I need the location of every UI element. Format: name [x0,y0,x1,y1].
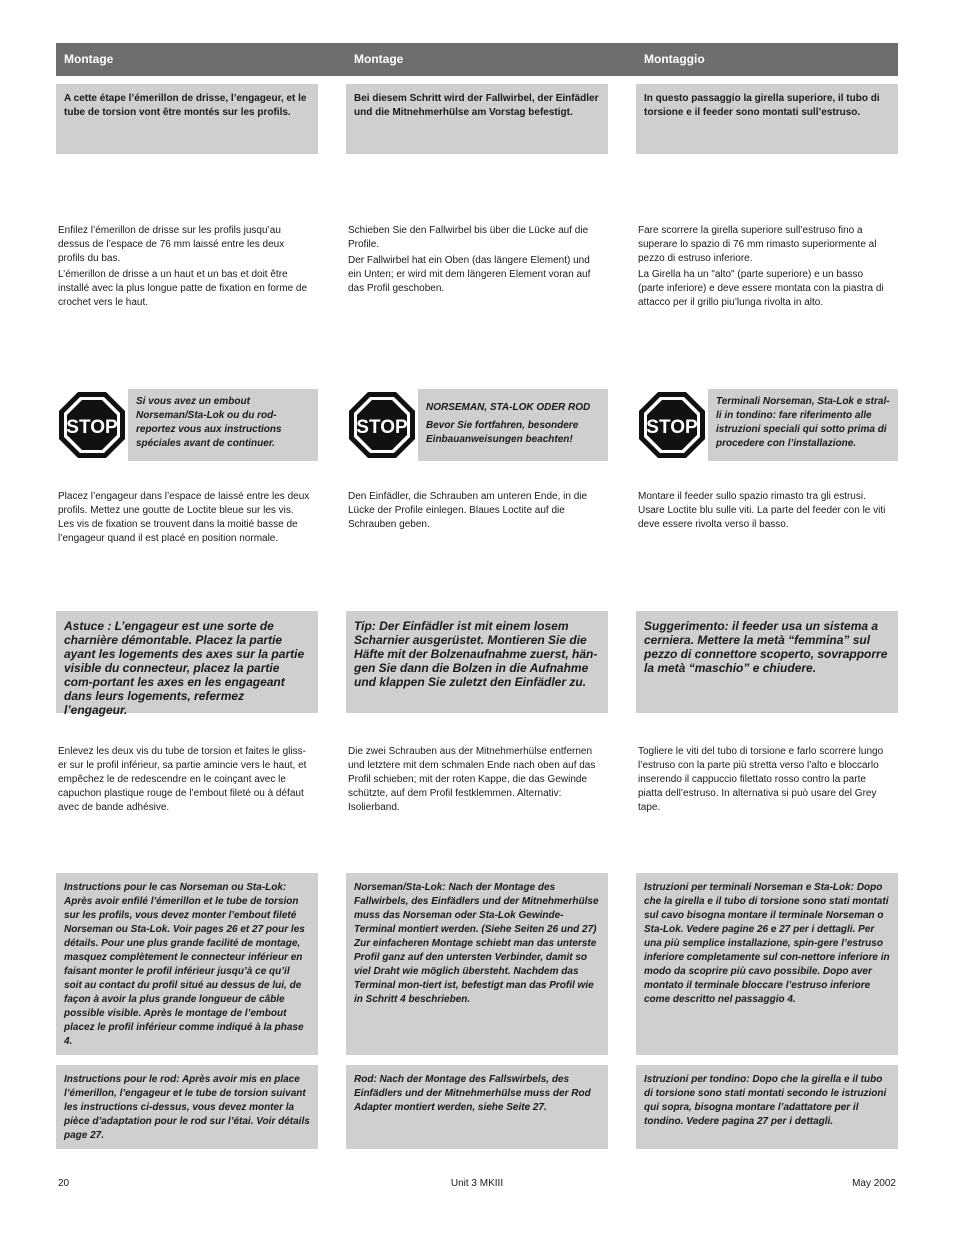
stop-note-heading: NORSEMAN, STA-LOK ODER ROD [426,402,591,413]
stop-note-text: Terminali Norseman, Sta-Lok e stral-li in tondino: fare riferimento alle istruzioni speciali qui sotto prima di procedere con l’installazione. [716,396,890,449]
stop-warning [636,389,898,461]
special-rod-box [56,1065,318,1149]
stop-sign-icon [56,389,128,461]
stop-note-text: Bevor Sie fortfahren, besondere Einbauanweisungen beachten! [426,420,579,445]
stop-warning [346,389,608,461]
intro-box [636,84,898,154]
step3-text [348,745,600,817]
stop-sign-label: STOP [356,417,408,438]
stop-warning [56,389,318,461]
step2-text [58,490,310,548]
tip-text: Suggerimento: il feeder usa un sistema a cerniera. Mettere la metà “femmina” sul pezzo di connettore scoperto, sovrapporre la metà “maschio” e chiudere. [644,619,888,675]
tip-text: Tip: Der Einfädler ist mit einem losem Scharnier ausgerüstet. Montieren Sie die Häfte mit der Bolzenaufnahme zuerst, hän-gen Sie dann die Bolzen in die Aufnahme und klappen Sie zuletzt den Einfädler zu. [354,619,598,689]
header-title: Montage [64,52,114,66]
special-norseman-text: Instructions pour le cas Norseman ou Sta-Lok: Après avoir enfilé l’émerillon et le tube de torsion sur les profils, vous devez monter l’embout fileté Norseman ou Sta-Lok. Voir pages 26 et 27 pour les détails. Pour une plus grande facilité de montage, masquez complètement le connecteur inférieur en faisant monter le profil inférieur jusqu’à ce qu’il soit au contact du profil situé au dessus de lui, de façon à avoir la plus grande longueur de câble possible visible. Après le montage de l’embout placez le profil inférieur comme indiqué à la phase 4. [64,882,305,1047]
header-title: Montaggio [644,52,705,66]
step2-text [638,490,890,534]
stop-note-box [418,389,608,461]
paragraph: La Girella ha un "alto" (parte superiore) e un basso (parte inferiore) e deve essere montata con la piastra di attacco per il grillo piu’lunga rivolta in alto. [638,269,884,308]
step1-text [58,224,310,312]
paragraph: Montare il feeder sullo spazio rimasto tra gli estrusi. Usare Loctite blu sulle viti. La parte del feeder con le viti deve essere rivolta verso il basso. [638,491,886,530]
paragraph: Enfilez l’émerillon de drisse sur les profils jusqu’au dessus de l’espace de 76 mm laissé entre les deux profils du bas. [58,225,285,264]
column-german [346,0,608,1235]
intro-box [346,84,608,154]
intro-text: A cette étape l’émerillon de drisse, l’engageur, et le tube de torsion vont être montés sur les profils. [64,93,307,118]
stop-sign-icon [636,389,708,461]
intro-box [56,84,318,154]
intro-text: In questo passaggio la girella superiore, il tubo di torsione e il feeder sono montati sull’estruso. [644,93,880,118]
paragraph: Fare scorrere la girella superiore sull’estruso fino a superare lo spazio di 76 mm rimasto superiormente al pezzo di estruso inferiore. [638,225,877,264]
paragraph: Die zwei Schrauben aus der Mitnehmerhülse entfernen und letztere mit dem schmalen Ende nach oben auf das Profil schieben; mit der roten Kappe, die das Gewinde schützte, auf dem Profil festklemmen. Alternativ: Isolierband. [348,746,596,813]
paragraph: Placez l’engageur dans l’espace de laissé entre les deux profils. Mettez une goutte de Loctite bleue sur les vis. Les vis de fixation se trouvent dans la moitié basse de l’engageur quand il est placé en position normale. [58,491,310,544]
paragraph: L’émerillon de drisse a un haut et un bas et doit être installé avec la plus longue patte de fixation en forme de crochet vers le haut. [58,269,308,308]
page-number: 20 [58,1178,70,1189]
paragraph: Der Fallwirbel hat ein Oben (das längere Element) und ein Unten; er wird mit dem längeren Element voran auf das Profil geschoben. [348,255,591,294]
paragraph: Enlevez les deux vis du tube de torsion et faites le gliss-er sur le profil inférieur, sa partie amincie vers le haut, et empêchez le de redescendre en le coinçant avec le capuchon plastique rouge de l’embout fileté ou à défaut avec de bande adhésive. [58,746,307,813]
special-norseman-box [56,873,318,1055]
special-rod-text: Istruzioni per tondino: Dopo che la girella e il tubo di torsione sono stati montati secondo le istruzioni qui sopra, bisogna montare l’adattatore per il tondino. Vedere pagina 27 per i dettagli. [644,1074,887,1127]
stop-note-box [708,389,898,461]
stop-sign-icon [346,389,418,461]
paragraph: Den Einfädler, die Schrauben am unteren Ende, in die Lücke der Profile einlegen. Blaues Loctite auf die Schrauben geben. [348,491,588,530]
paragraph: Togliere le viti del tubo di torsione e farlo scorrere lungo l’estruso con la parte più stretta verso l’alto e bloccarlo inserendo il cappuccio filettato rosso contro la parte piatta dell’estruso. In alternativa si può usare del Grey tape. [638,746,884,813]
special-rod-text: Instructions pour le rod: Après avoir mis en place l’émerillon, l’engageur et le tube de torsion suivant les instructions ci-dessus, vous devez monter la pièce d’adaptation pour le rod sur l’étai. Voir détails page 27. [64,1074,310,1141]
footer-center: Unit 3 MKIII [450,1178,504,1189]
special-norseman-text: Norseman/Sta-Lok: Nach der Montage des Fallwirbels, des Einfädlers und der Mitnehmerhülse muss das Norseman oder Sta-Lok Gewinde-Terminal montiert werden. (Siehe Seiten 26 und 27) Zur einfacheren Montage schiebt man das unterste Profil ganz auf den untersten Verbinder, damit so viel Draht wie möglich übersteht. Nachdem das Terminal mon-tiert ist, befestigt man das Profil wie in Schritt 4 beschrieben. [354,882,599,1005]
step1-text [638,224,890,312]
tip-box [56,611,318,717]
tip-box [346,611,608,713]
stop-note-box [128,389,318,461]
column-french [56,0,318,1235]
intro-text: Bei diesem Schritt wird der Fallwirbel, der Einfädler und die Mitnehmerhülse am Vorstag befestigt. [354,93,599,118]
step2-text [348,490,600,534]
special-rod-text: Rod: Nach der Montage des Fallswirbels, des Einfädlers und der Mitnehmerhülse muss der Rod Adapter montiert werden, siehe Seite 27. [354,1074,591,1113]
stop-note-text: Si vous avez un embout Norseman/Sta-Lok ou du rod-reportez vous aux instructions spéciales avant de continuer. [136,396,282,449]
column-italian [636,0,898,1235]
special-norseman-box [636,873,898,1055]
header-title: Montage [354,52,404,66]
tip-text: Astuce : L’engageur est une sorte de charnière démontable. Placez la partie ayant les logements des axes sur la partie visible du connecteur, placez la partie com-portant les axes en les engageant dans leurs logements, refermez l’engageur. [64,619,305,717]
step3-text [58,745,310,817]
stop-sign-label: STOP [646,417,698,438]
tip-box [636,611,898,713]
paragraph: Schieben Sie den Fallwirbel bis über die Lücke auf die Profile. [348,225,589,250]
special-norseman-text: Istruzioni per terminali Norseman e Sta-Lok: Dopo che la girella e il tubo di torsione sono stati montati sul cavo bisogna montare il terminale Norseman o Sta-Lok. Vedere pagine 26 e 27 per i dettagli. Per una più semplice installazione, spin-gere l’estruso inferiore completamente sul con-nettore inferiore in modo da scoprire più cavo possibile. Dopo aver montato il terminale bloccare l’estruso inferiore come descritto nel passaggio 4. [644,882,890,1005]
footer-date: May 2002 [852,1178,896,1189]
stop-sign-label: STOP [66,417,118,438]
special-rod-box [636,1065,898,1149]
step3-text [638,745,890,817]
step1-text [348,224,600,298]
special-norseman-box [346,873,608,1055]
special-rod-box [346,1065,608,1149]
